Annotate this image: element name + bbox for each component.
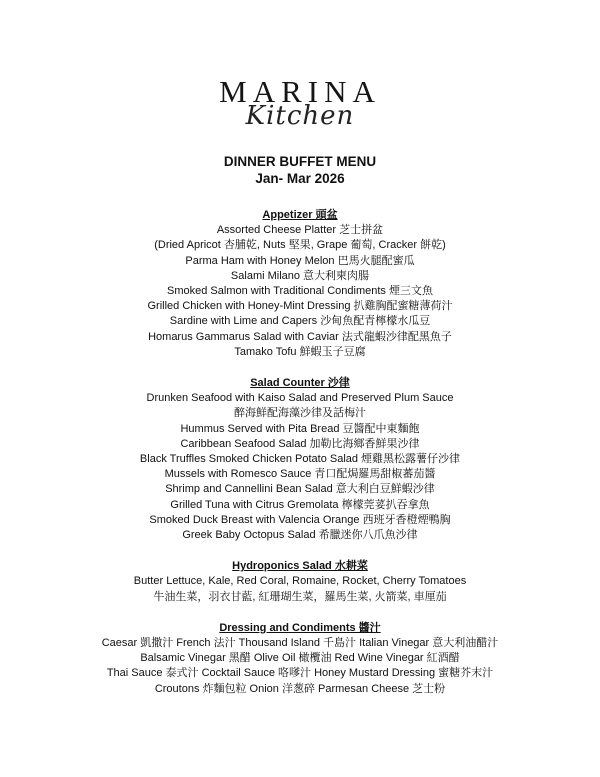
section-hydroponics-salad xyxy=(0,559,600,605)
menu-item: Parma Ham with Honey Melon 巴馬火腿配蜜瓜 xyxy=(185,254,415,267)
menu-item: Smoked Salmon with Traditional Condiments 煙三文魚 xyxy=(167,285,433,298)
section-heading: Salad Counter 沙律 xyxy=(250,377,350,390)
section-dressing-condiments xyxy=(0,621,600,697)
menu-item: Drunken Seafood with Kaiso Salad and Preserved Plum Sauce xyxy=(146,392,454,405)
section-heading: Appetizer 頭盆 xyxy=(262,209,338,221)
menu-item: Salami Milano 意大利柬肉腸 xyxy=(230,269,370,282)
logo-wordmark: MARINA xyxy=(219,74,381,109)
section-salad-counter xyxy=(0,376,600,543)
section-appetizer xyxy=(0,208,600,360)
menu-item: Sardine with Lime and Capers 沙甸魚配青檸檬水瓜豆 xyxy=(169,315,431,328)
menu-item: Assorted Cheese Platter 芝士拼盆 xyxy=(216,224,384,237)
menu-item: 牛油生菜，羽衣甘藍, 紅珊瑚生菜，羅馬生菜, 火箭菜, 車厘茄 xyxy=(153,590,447,603)
menu-item: Balsamic Vinegar 黑醋 Olive Oil 橄欖油 Red Wine Vinegar 紅酒醋 xyxy=(140,652,460,665)
menu-title: DINNER BUFFET MENU xyxy=(223,154,377,169)
section-heading: Hydroponics Salad 水耕菜 xyxy=(232,560,368,573)
menu-item: (Dried Apricot 杏脯乾, Nuts 堅果, Grape 葡萄, Cracker 餅乾) xyxy=(154,239,446,252)
logo-script-text: Kitchen xyxy=(245,101,355,131)
menu-item: Caesar 凱撒汁 French 法汁 Thousand Island 千島汁 Italian Vinegar 意大利油醋汁 xyxy=(101,637,499,650)
menu-period: Jan- Mar 2026 xyxy=(255,171,345,186)
menu-item: Caribbean Seafood Salad 加勒比海鄉香鮮果沙律 xyxy=(180,437,420,450)
menu-item: Shrimp and Cannellini Bean Salad 意大利白豆鮮蝦沙律 xyxy=(165,483,435,496)
menu-item: Tamako Tofu 鮮蝦玉子豆腐 xyxy=(234,345,366,358)
menu-content xyxy=(0,153,600,697)
section-heading: Dressing and Condiments 醬汁 xyxy=(219,621,381,634)
menu-item: Croutons 炸麵包粒 Onion 洋葱碎 Parmesan Cheese 芝士粉 xyxy=(154,682,446,695)
menu-item: 醉海鮮配海藻沙律及話梅汁 xyxy=(234,407,366,420)
menu-item: Homarus Gammarus Salad with Caviar 法式龍蝦沙律配黑魚子 xyxy=(148,330,452,343)
menu-item: Butter Lettuce, Kale, Red Coral, Romaine, Rocket, Cherry Tomatoes xyxy=(133,575,467,588)
menu-item: Greek Baby Octopus Salad 希臘迷你八爪魚沙律 xyxy=(182,529,418,542)
menu-item: Grilled Chicken with Honey-Mint Dressing 扒雞胸配蜜糖薄荷汁 xyxy=(147,300,453,313)
menu-item: Black Truffles Smoked Chicken Potato Salad 煙雞黑松露薯仔沙律 xyxy=(139,453,461,466)
menu-item: Smoked Duck Breast with Valencia Orange 西班牙香橙煙鴨胸 xyxy=(149,513,451,526)
menu-item: Thai Sauce 泰式汁 Cocktail Sauce 咯嗲汁 Honey Mustard Dressing 蜜糖芥末汁 xyxy=(106,667,494,680)
menu-item: Mussels with Romesco Sauce 青口配焗羅馬甜椒蕃茄醬 xyxy=(164,468,436,481)
menu-item: Grilled Tuna with Citrus Gremolata 檸檬莞荽扒吞拿魚 xyxy=(170,498,430,511)
restaurant-logo xyxy=(0,74,600,131)
menu-item: Hummus Served with Pita Bread 豆醬配中東麵飽 xyxy=(180,422,420,435)
